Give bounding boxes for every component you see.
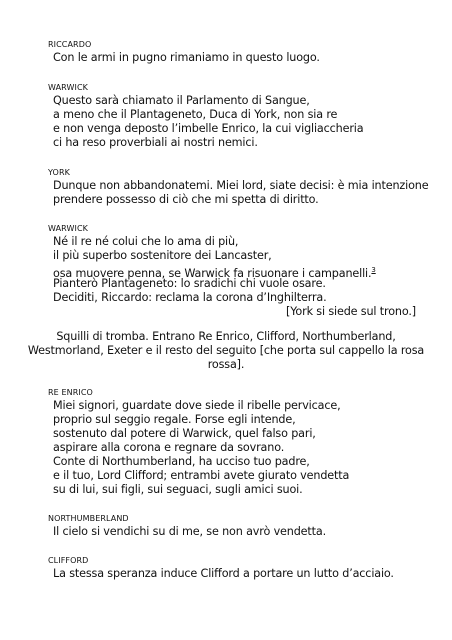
verse-line: e non venga deposto l’imbelle Enrico, la cui vigliaccheria (53, 122, 364, 135)
speaker-name: RE ENRICO (48, 388, 93, 397)
verse-text: osa muovere penna, se Warwick fa risuonare i campanelli. (53, 267, 372, 280)
stage-direction: [York si siede sul trono.] (286, 305, 416, 318)
verse-line: Miei signori, guardate dove siede il ribelle pervicace, (53, 399, 341, 412)
speaker-name: WARWICK (48, 224, 88, 233)
verse-line: La stessa speranza induce Clifford a portare un lutto d’acciaio. (53, 567, 394, 580)
speaker-name: RICCARDO (48, 40, 92, 49)
verse-line: a meno che il Plantageneto, Duca di York, non sia re (53, 108, 338, 121)
verse-line: e il tuo, Lord Clifford; entrambi avete giurato vendetta (53, 469, 350, 482)
speaker-name: NORTHUMBERLAND (48, 514, 129, 523)
verse-line: prendere possesso di ciò che mi spetta di diritto. (53, 193, 319, 206)
stage-direction-line: Squilli di tromba. Entrano Re Enrico, Clifford, Northumberland, (56, 330, 396, 343)
footnote-marker[interactable]: 3 (371, 266, 376, 274)
stage-direction-line: rossa]. (207, 358, 245, 371)
verse-line: ci ha reso proverbiali ai nostri nemici. (53, 136, 258, 149)
verse-line: Conte di Northumberland, ha ucciso tuo padre, (53, 455, 310, 468)
verse-line: aspirare alla corona e regnare da sovrano. (53, 441, 285, 454)
verse-line: il più superbo sostenitore dei Lancaster, (53, 249, 272, 262)
verse-line: Pianterò Plantageneto: lo sradichi chi vuole osare. (53, 277, 326, 290)
verse-line: Il cielo si vendichi su di me, se non avrò vendetta. (53, 525, 326, 538)
speaker-name: CLIFFORD (48, 556, 89, 565)
verse-line: su di lui, sui figli, sui seguaci, sugli amici suoi. (53, 483, 303, 496)
verse-line: Con le armi in pugno rimaniamo in questo luogo. (53, 51, 320, 64)
verse-line: proprio sul seggio regale. Forse egli intende, (53, 413, 296, 426)
verse-line: Questo sarà chiamato il Parlamento di Sangue, (53, 94, 310, 107)
speaker-name: WARWICK (48, 83, 88, 92)
speaker-name: YORK (48, 168, 70, 177)
stage-direction-line: Westmorland, Exeter e il resto del seguito [che porta sul cappello la rosa (27, 344, 425, 357)
verse-line: Dunque non abbandonatemi. Miei lord, siate decisi: è mia intenzione (53, 179, 429, 192)
verse-line: Né il re né colui che lo ama di più, (53, 235, 239, 248)
verse-line: sostenuto dal potere di Warwick, quel falso pari, (53, 427, 316, 440)
verse-line: Deciditi, Riccardo: reclama la corona d’Inghilterra. (53, 291, 327, 304)
